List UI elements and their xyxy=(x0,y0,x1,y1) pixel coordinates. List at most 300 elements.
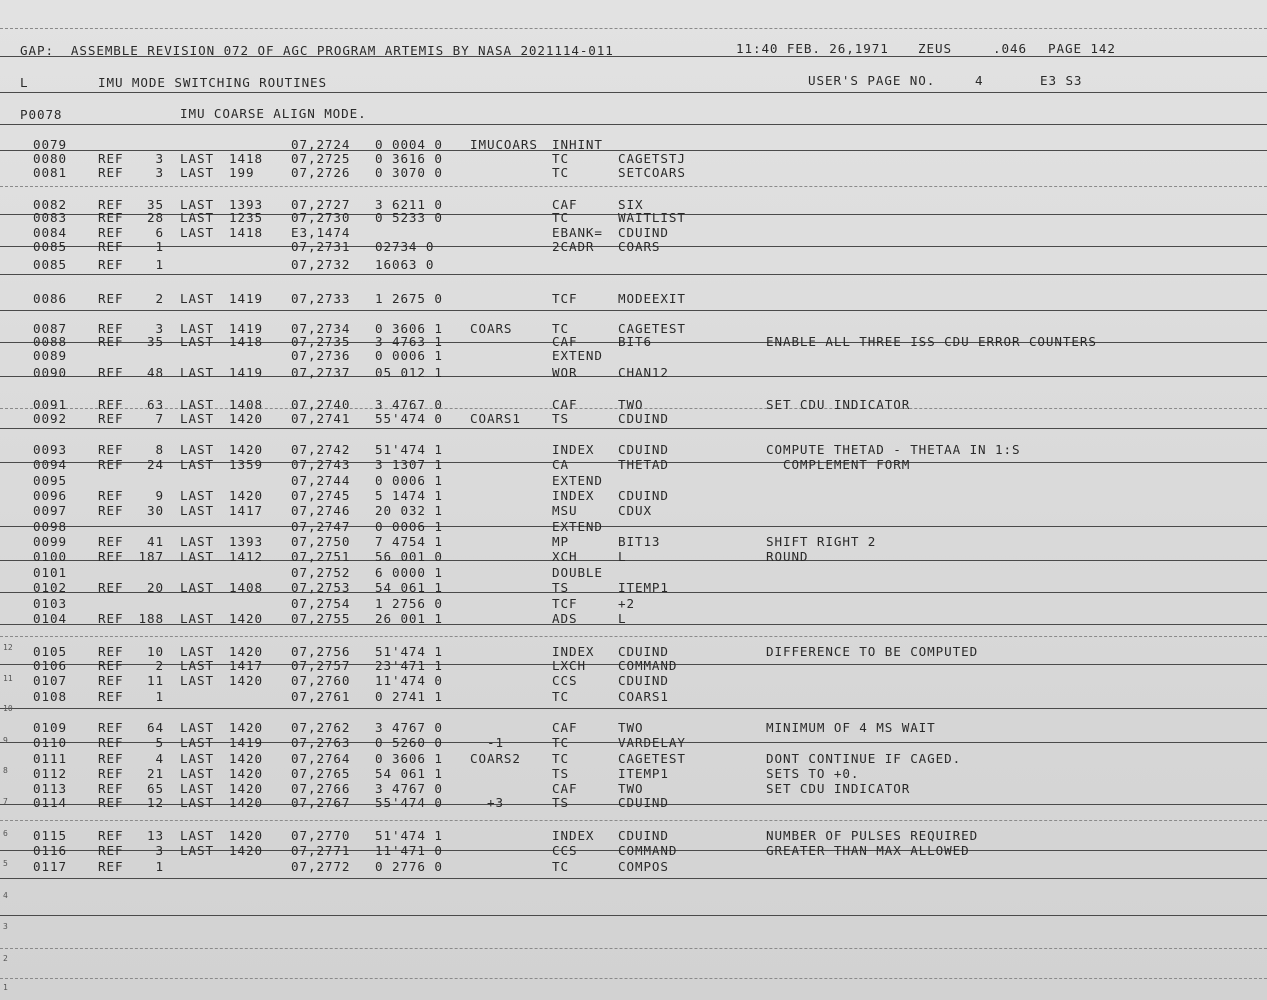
line-number: 0105 xyxy=(33,644,67,659)
listing-row xyxy=(0,240,1267,254)
listing-row xyxy=(0,398,1267,412)
opcode: CAF xyxy=(552,781,578,796)
line-number: 0080 xyxy=(33,151,67,166)
address: 07,2770 xyxy=(291,828,351,843)
octal-word: 26 001 1 xyxy=(375,611,443,626)
last-marker: LAST xyxy=(180,151,214,166)
operand: SIX xyxy=(618,197,644,212)
octal-word: 0 3616 0 xyxy=(375,151,443,166)
ref-count: 12 xyxy=(147,795,164,810)
last-marker: LAST xyxy=(180,735,214,750)
operand: BIT6 xyxy=(618,334,652,349)
octal-word: 11'474 0 xyxy=(375,673,443,688)
listing-row xyxy=(0,767,1267,781)
address: 07,2725 xyxy=(291,151,351,166)
address: 07,2767 xyxy=(291,795,351,810)
ref-count: 21 xyxy=(147,766,164,781)
margin-number: 3 xyxy=(3,922,8,931)
last-marker: LAST xyxy=(180,225,214,240)
last-marker: LAST xyxy=(180,534,214,549)
address: E3,1474 xyxy=(291,225,351,240)
address: 07,2736 xyxy=(291,348,351,363)
last-line: 1420 xyxy=(229,828,263,843)
operand: COARS1 xyxy=(618,689,669,704)
listing-row xyxy=(0,566,1267,580)
ref-marker: REF xyxy=(98,291,124,306)
octal-word: 0 0006 1 xyxy=(375,519,443,534)
last-line: 1420 xyxy=(229,751,263,766)
line-number: 0087 xyxy=(33,321,67,336)
users-page-number: 4 xyxy=(975,73,984,88)
last-marker: LAST xyxy=(180,503,214,518)
address: 07,2766 xyxy=(291,781,351,796)
octal-word: 0 5233 0 xyxy=(375,210,443,225)
comment: DONT CONTINUE IF CAGED. xyxy=(766,751,962,766)
octal-word: 0 0004 0 xyxy=(375,137,443,152)
last-line: 1420 xyxy=(229,644,263,659)
last-line: 1420 xyxy=(229,442,263,457)
last-marker: LAST xyxy=(180,781,214,796)
line-number: 0109 xyxy=(33,720,67,735)
address: 07,2756 xyxy=(291,644,351,659)
address: 07,2746 xyxy=(291,503,351,518)
operand: COARS xyxy=(618,239,661,254)
listing-row xyxy=(0,550,1267,564)
operand: CDUIND xyxy=(618,411,669,426)
ref-marker: REF xyxy=(98,210,124,225)
line-number: 0104 xyxy=(33,611,67,626)
listing-row xyxy=(0,520,1267,534)
line-number: 0096 xyxy=(33,488,67,503)
address: 07,2762 xyxy=(291,720,351,735)
operand: CAGETEST xyxy=(618,751,686,766)
last-marker: LAST xyxy=(180,611,214,626)
opcode: INDEX xyxy=(552,442,595,457)
opcode: TC xyxy=(552,151,569,166)
section-title: IMU MODE SWITCHING ROUTINES xyxy=(98,75,328,90)
ref-marker: REF xyxy=(98,781,124,796)
header-time: 11:40 FEB. 26,1971 xyxy=(736,41,889,56)
line-number: 0112 xyxy=(33,766,67,781)
address: 07,2744 xyxy=(291,473,351,488)
octal-word: 55'474 0 xyxy=(375,411,443,426)
line-number: 0090 xyxy=(33,365,67,380)
operand: ITEMP1 xyxy=(618,766,669,781)
ref-count: 9 xyxy=(155,488,164,503)
opcode: TS xyxy=(552,766,569,781)
comment: ROUND xyxy=(766,549,809,564)
last-line: 1412 xyxy=(229,549,263,564)
last-marker: LAST xyxy=(180,766,214,781)
ref-count: 7 xyxy=(155,411,164,426)
last-line: 1420 xyxy=(229,766,263,781)
subsection-title: IMU COARSE ALIGN MODE. xyxy=(180,106,367,121)
ref-marker: REF xyxy=(98,549,124,564)
comment: SET CDU INDICATOR xyxy=(766,781,911,796)
opcode: INDEX xyxy=(552,644,595,659)
octal-word: 3 4767 0 xyxy=(375,397,443,412)
last-marker: LAST xyxy=(180,442,214,457)
line-number: 0083 xyxy=(33,210,67,225)
ref-marker: REF xyxy=(98,795,124,810)
line-number: 0097 xyxy=(33,503,67,518)
ref-count: 35 xyxy=(147,197,164,212)
last-marker: LAST xyxy=(180,210,214,225)
paper-rule xyxy=(0,915,1267,916)
listing-row xyxy=(0,443,1267,457)
margin-number: 10 xyxy=(3,704,13,713)
line-number: 0101 xyxy=(33,565,67,580)
last-marker: LAST xyxy=(180,673,214,688)
paper-rule xyxy=(0,92,1267,93)
listing-row xyxy=(0,721,1267,735)
line-number: 0100 xyxy=(33,549,67,564)
line-number: 0116 xyxy=(33,843,67,858)
line-number: 0106 xyxy=(33,658,67,673)
ref-count: 11 xyxy=(147,673,164,688)
operand: ITEMP1 xyxy=(618,580,669,595)
opcode: TC xyxy=(552,751,569,766)
operand: TWO xyxy=(618,781,644,796)
paper-rule xyxy=(0,428,1267,429)
symbol-label: -1 xyxy=(470,735,504,750)
opcode: 2CADR xyxy=(552,239,595,254)
octal-word: 55'474 0 xyxy=(375,795,443,810)
listing-row xyxy=(0,752,1267,766)
opcode: INHINT xyxy=(552,137,603,152)
header-page: PAGE 142 xyxy=(1048,41,1116,56)
address: 07,2753 xyxy=(291,580,351,595)
ref-count: 35 xyxy=(147,334,164,349)
line-number: 0107 xyxy=(33,673,67,688)
operand: SETCOARS xyxy=(618,165,686,180)
address: 07,2750 xyxy=(291,534,351,549)
last-marker: LAST xyxy=(180,549,214,564)
octal-word: 3 4763 1 xyxy=(375,334,443,349)
last-line: 1393 xyxy=(229,197,263,212)
address: 07,2763 xyxy=(291,735,351,750)
opcode: CAF xyxy=(552,720,578,735)
ref-marker: REF xyxy=(98,580,124,595)
ref-count: 10 xyxy=(147,644,164,659)
last-line: 1408 xyxy=(229,580,263,595)
ref-count: 3 xyxy=(155,321,164,336)
line-number: 0113 xyxy=(33,781,67,796)
listing-row xyxy=(0,844,1267,858)
octal-word: 1 2675 0 xyxy=(375,291,443,306)
last-line: 1419 xyxy=(229,321,263,336)
last-line: 1420 xyxy=(229,720,263,735)
opcode: TC xyxy=(552,165,569,180)
listing-row xyxy=(0,292,1267,306)
octal-word: 3 4767 0 xyxy=(375,720,443,735)
opcode: DOUBLE xyxy=(552,565,603,580)
octal-word: 16063 0 xyxy=(375,257,435,272)
last-line: 1417 xyxy=(229,503,263,518)
opcode: TC xyxy=(552,321,569,336)
ref-count: 63 xyxy=(147,397,164,412)
listing-row xyxy=(0,535,1267,549)
line-number: 0103 xyxy=(33,596,67,611)
address: 07,2755 xyxy=(291,611,351,626)
ref-marker: REF xyxy=(98,411,124,426)
last-marker: LAST xyxy=(180,334,214,349)
ref-count: 28 xyxy=(147,210,164,225)
opcode: TC xyxy=(552,689,569,704)
address: 07,2740 xyxy=(291,397,351,412)
ref-marker: REF xyxy=(98,321,124,336)
octal-word: 0 5260 0 xyxy=(375,735,443,750)
symbol-label: COARS2 xyxy=(470,751,521,766)
margin-number: 2 xyxy=(3,954,8,963)
paper-rule xyxy=(0,124,1267,125)
operand: COMPOS xyxy=(618,859,669,874)
last-line: 1418 xyxy=(229,151,263,166)
address: 07,2771 xyxy=(291,843,351,858)
comment: NUMBER OF PULSES REQUIRED xyxy=(766,828,979,843)
operand: CDUIND xyxy=(618,488,669,503)
opcode: TS xyxy=(552,580,569,595)
operand: CDUX xyxy=(618,503,652,518)
address: 07,2741 xyxy=(291,411,351,426)
line-number: 0098 xyxy=(33,519,67,534)
opcode: WOR xyxy=(552,365,578,380)
opcode: MP xyxy=(552,534,569,549)
last-marker: LAST xyxy=(180,828,214,843)
octal-word: 1 2756 0 xyxy=(375,596,443,611)
opcode: TC xyxy=(552,210,569,225)
octal-word: 54 061 1 xyxy=(375,580,443,595)
listing-row xyxy=(0,736,1267,750)
last-marker: LAST xyxy=(180,488,214,503)
margin-number: 11 xyxy=(3,674,13,683)
line-number: 0081 xyxy=(33,165,67,180)
paper-rule xyxy=(0,878,1267,879)
ref-count: 1 xyxy=(155,257,164,272)
paper-rule-faint xyxy=(0,978,1267,979)
opcode: CCS xyxy=(552,673,578,688)
octal-word: 3 6211 0 xyxy=(375,197,443,212)
last-marker: LAST xyxy=(180,720,214,735)
opcode: CA xyxy=(552,457,569,472)
octal-word: 51'474 1 xyxy=(375,442,443,457)
opcode: CAF xyxy=(552,397,578,412)
line-number: 0115 xyxy=(33,828,67,843)
last-marker: LAST xyxy=(180,658,214,673)
ref-marker: REF xyxy=(98,720,124,735)
header-code: .046 xyxy=(993,41,1027,56)
ref-marker: REF xyxy=(98,442,124,457)
last-line: 1418 xyxy=(229,225,263,240)
listing-row xyxy=(0,645,1267,659)
last-marker: LAST xyxy=(180,411,214,426)
symbol-label: IMUCOARS xyxy=(470,137,538,152)
octal-word: 0 3606 1 xyxy=(375,321,443,336)
listing-row xyxy=(0,581,1267,595)
ref-marker: REF xyxy=(98,488,124,503)
address: 07,2764 xyxy=(291,751,351,766)
listing-row xyxy=(0,860,1267,874)
operand: CDUIND xyxy=(618,644,669,659)
comment: COMPUTE THETAD - THETAA IN 1:S xyxy=(766,442,1021,457)
address: 07,2747 xyxy=(291,519,351,534)
operand: CHAN12 xyxy=(618,365,669,380)
margin-number: 8 xyxy=(3,766,8,775)
comment: MINIMUM OF 4 MS WAIT xyxy=(766,720,936,735)
opcode: TC xyxy=(552,859,569,874)
line-number: 0089 xyxy=(33,348,67,363)
ref-count: 13 xyxy=(147,828,164,843)
operand: COMMAND xyxy=(618,843,678,858)
margin-number: 5 xyxy=(3,859,8,868)
paper-rule xyxy=(0,56,1267,57)
ref-marker: REF xyxy=(98,334,124,349)
symbol-label: COARS xyxy=(470,321,513,336)
octal-word: 0 0006 1 xyxy=(375,473,443,488)
ref-count: 188 xyxy=(138,611,164,626)
address: 07,2752 xyxy=(291,565,351,580)
comment: SETS TO +0. xyxy=(766,766,860,781)
address: 07,2761 xyxy=(291,689,351,704)
address: 07,2733 xyxy=(291,291,351,306)
last-marker: LAST xyxy=(180,397,214,412)
last-marker: LAST xyxy=(180,843,214,858)
ref-marker: REF xyxy=(98,397,124,412)
paper-rule-faint xyxy=(0,948,1267,949)
operand: THETAD xyxy=(618,457,669,472)
last-marker: LAST xyxy=(180,457,214,472)
address: 07,2730 xyxy=(291,210,351,225)
margin-number: 4 xyxy=(3,891,8,900)
listing-row xyxy=(0,829,1267,843)
ref-count: 2 xyxy=(155,291,164,306)
header-tag: L xyxy=(20,75,29,90)
ref-marker: REF xyxy=(98,365,124,380)
address: 07,2751 xyxy=(291,549,351,564)
last-marker: LAST xyxy=(180,751,214,766)
listing-row xyxy=(0,612,1267,626)
paper-rule-faint xyxy=(0,186,1267,187)
ref-marker: REF xyxy=(98,197,124,212)
margin-number: 7 xyxy=(3,797,8,806)
address: 07,2732 xyxy=(291,257,351,272)
listing-row xyxy=(0,211,1267,225)
ref-count: 4 xyxy=(155,751,164,766)
operand: WAITLIST xyxy=(618,210,686,225)
opcode: CCS xyxy=(552,843,578,858)
listing-row xyxy=(0,504,1267,518)
ref-count: 1 xyxy=(155,859,164,874)
line-number: 0093 xyxy=(33,442,67,457)
comment: GREATER THAN MAX ALLOWED xyxy=(766,843,970,858)
last-line: 1417 xyxy=(229,658,263,673)
opcode: CAF xyxy=(552,334,578,349)
subsection-number: P0078 xyxy=(20,107,63,122)
ref-marker: REF xyxy=(98,689,124,704)
operand: MODEEXIT xyxy=(618,291,686,306)
octal-word: 0 3606 1 xyxy=(375,751,443,766)
ref-marker: REF xyxy=(98,257,124,272)
listing-row xyxy=(0,366,1267,380)
opcode: TS xyxy=(552,795,569,810)
operand: L xyxy=(618,549,627,564)
last-line: 1420 xyxy=(229,781,263,796)
listing-row xyxy=(0,674,1267,688)
listing-row xyxy=(0,597,1267,611)
ref-count: 187 xyxy=(138,549,164,564)
ref-marker: REF xyxy=(98,225,124,240)
opcode: EXTEND xyxy=(552,348,603,363)
ref-count: 6 xyxy=(155,225,164,240)
operand: BIT13 xyxy=(618,534,661,549)
operand: CDUIND xyxy=(618,225,669,240)
ref-marker: REF xyxy=(98,673,124,688)
ref-count: 5 xyxy=(155,735,164,750)
listing-row xyxy=(0,226,1267,240)
octal-word: 02734 0 xyxy=(375,239,435,254)
ref-marker: REF xyxy=(98,239,124,254)
octal-word: 51'474 1 xyxy=(375,828,443,843)
opcode: EXTEND xyxy=(552,519,603,534)
line-number: 0085 xyxy=(33,257,67,272)
listing-row xyxy=(0,458,1267,472)
opcode: CAF xyxy=(552,197,578,212)
comment: DIFFERENCE TO BE COMPUTED xyxy=(766,644,979,659)
ref-marker: REF xyxy=(98,751,124,766)
opcode: TS xyxy=(552,411,569,426)
line-number: 0114 xyxy=(33,795,67,810)
octal-word: 0 2741 1 xyxy=(375,689,443,704)
listing-row xyxy=(0,489,1267,503)
ref-count: 3 xyxy=(155,151,164,166)
octal-word: 6 0000 1 xyxy=(375,565,443,580)
address: 07,2765 xyxy=(291,766,351,781)
margin-number: 9 xyxy=(3,736,8,745)
ref-marker: REF xyxy=(98,644,124,659)
margin-number: 6 xyxy=(3,829,8,838)
line-number: 0088 xyxy=(33,334,67,349)
ref-marker: REF xyxy=(98,503,124,518)
ref-marker: REF xyxy=(98,766,124,781)
comment: SHIFT RIGHT 2 xyxy=(766,534,877,549)
operand: VARDELAY xyxy=(618,735,686,750)
address: 07,2743 xyxy=(291,457,351,472)
octal-word: 54 061 1 xyxy=(375,766,443,781)
comment: SET CDU INDICATOR xyxy=(766,397,911,412)
line-number: 0091 xyxy=(33,397,67,412)
ref-count: 1 xyxy=(155,239,164,254)
symbol-label: COARS1 xyxy=(470,411,521,426)
last-line: 1408 xyxy=(229,397,263,412)
line-number: 0086 xyxy=(33,291,67,306)
octal-word: 0 3070 0 xyxy=(375,165,443,180)
address: 07,2754 xyxy=(291,596,351,611)
address: 07,2727 xyxy=(291,197,351,212)
paper-rule-faint xyxy=(0,820,1267,821)
header-system: ZEUS xyxy=(918,41,952,56)
last-line: 1420 xyxy=(229,795,263,810)
last-marker: LAST xyxy=(180,291,214,306)
last-marker: LAST xyxy=(180,321,214,336)
octal-word: 5 1474 1 xyxy=(375,488,443,503)
octal-word: 0 0006 1 xyxy=(375,348,443,363)
address: 07,2726 xyxy=(291,165,351,180)
octal-word: 05 012 1 xyxy=(375,365,443,380)
octal-word: 51'474 1 xyxy=(375,644,443,659)
line-number: 0085 xyxy=(33,239,67,254)
octal-word: 7 4754 1 xyxy=(375,534,443,549)
line-number: 0110 xyxy=(33,735,67,750)
